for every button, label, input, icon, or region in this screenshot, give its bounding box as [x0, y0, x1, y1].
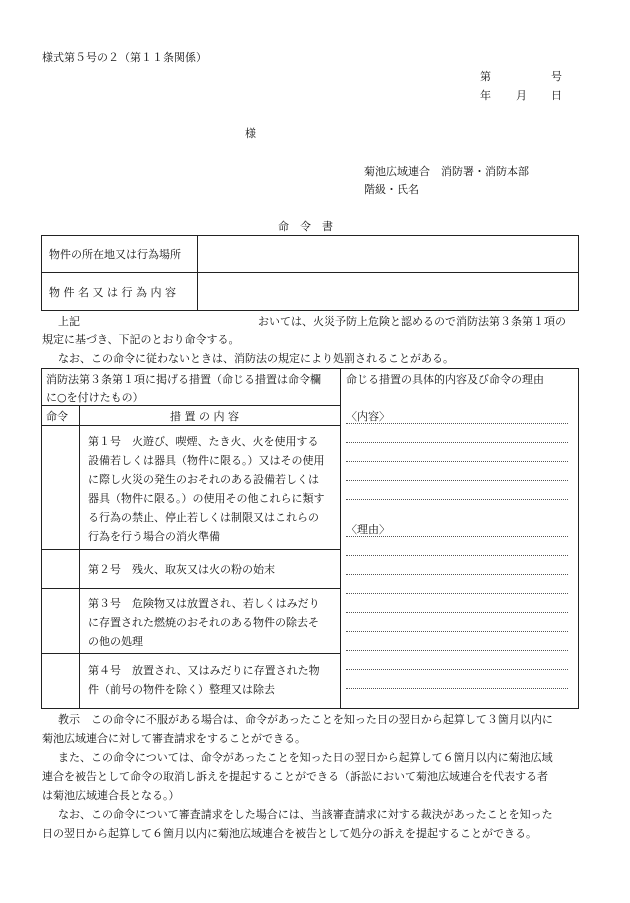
notice-p3-l2: 日の翌日から起算して６箇月以内に菊池広域連合を被告として処分の訴えを提起することができる。 — [42, 827, 537, 840]
header-divider-left — [41, 405, 341, 406]
measure-row-1-line: 設備若しくは器具（物件に限る。）又はその使用 — [88, 454, 325, 467]
dotted-line — [346, 688, 568, 689]
dotted-line — [346, 461, 568, 462]
issuer-rank-name: 階級・氏名 — [364, 183, 419, 196]
date-month: 月 — [516, 89, 527, 102]
dotted-line — [346, 480, 568, 481]
measure-row-1-line: に際し火災の発生のおそれのある設備若しくは — [88, 473, 319, 486]
colhead-divider — [41, 425, 341, 426]
location-label: 物件の所在地又は行為場所 — [49, 248, 181, 261]
dotted-line — [346, 574, 568, 575]
measure-row-4-line: 第４号 放置され、又はみだりに存置された物 — [88, 664, 320, 677]
measure-row-2 — [88, 560, 275, 579]
content-label: 〈内容〉 — [346, 410, 390, 423]
dotted-line — [346, 536, 568, 537]
body-line2: 規定に基づき、下記のとおり命令する。 — [42, 333, 240, 346]
notice-p3-l1: なお、この命令について審査請求をした場合には、当該審査請求に対する裁決があったことを知った — [58, 808, 553, 821]
issuer-org: 菊池広域連合 消防署・消防本部 — [364, 165, 529, 178]
dotted-line — [346, 593, 568, 594]
body-line1-right: おいては、火災予防上危険と認めるので消防法第３条第１項の — [258, 315, 566, 328]
order-col-divider — [79, 405, 80, 708]
measure-row-1-line: 第１号 火遊び、喫煙、たき火、火を使用する — [88, 435, 319, 448]
row3-divider — [41, 653, 341, 654]
measure-row-2-line: 第２号 残火、取灰又は火の粉の始末 — [88, 563, 275, 576]
measures-header-left-2: に○を付けたもの） — [46, 391, 144, 404]
dotted-line — [346, 442, 568, 443]
measure-row-1-line: 行為を行う場合の消火準備 — [88, 530, 220, 543]
measures-header-right: 命じる措置の具体的内容及び命令の理由 — [346, 373, 544, 386]
measure-row-3 — [88, 594, 320, 651]
number-label-go: 号 — [551, 70, 562, 83]
row1-divider — [41, 549, 341, 550]
measure-row-1-line: 器具（物件に限る。）の使用その他これらに類す — [88, 492, 325, 505]
row2-divider — [41, 588, 341, 589]
measure-row-4 — [88, 661, 320, 699]
col-content-header: 措 置 の 内 容 — [170, 410, 239, 423]
info-table-col-divider — [197, 235, 198, 310]
dotted-line — [346, 669, 568, 670]
measure-row-3-line: の他の処理 — [88, 635, 143, 648]
info-table-divider — [41, 272, 578, 273]
document-title: 命 令 書 — [278, 220, 333, 233]
form-number: 様式第５号の２（第１１条関係） — [42, 51, 207, 64]
body-line3: なお、この命令に従わないときは、消防法の規定により処罰されることがある。 — [58, 352, 454, 365]
measure-row-4-line: 件（前号の物件を除く）整理又は除去 — [88, 683, 275, 696]
notice-p1-l2: 菊池広域連合に対して審査請求をすることができる。 — [42, 732, 306, 745]
dotted-line — [346, 650, 568, 651]
measures-header-left-1: 消防法第３条第１項に掲げる措置（命じる措置は命令欄 — [46, 373, 321, 386]
body-line1-left: 上記 — [58, 315, 80, 328]
reason-label: 〈理由〉 — [346, 523, 390, 536]
dotted-line — [346, 423, 568, 424]
measure-row-3-line: に存置された燃焼のおそれのある物件の除去そ — [88, 616, 319, 629]
measure-row-1-line: る行為の禁止、停止若しくは制限又はこれらの — [88, 511, 319, 524]
notice-p2-l1: また、この命令については、命令があったことを知った日の翌日から起算して６箇月以内に菊池広域 — [58, 751, 553, 764]
dotted-line — [346, 499, 568, 500]
notice-p1-l1: 教示 この命令に不服がある場合は、命令があったことを知った日の翌日から起算して３箇月以内に — [58, 713, 553, 726]
addressee-sama: 様 — [245, 127, 256, 140]
notice-p2-l3: は菊池広域連合長となる。） — [42, 789, 180, 802]
measures-col-divider — [340, 368, 341, 708]
col-order-header: 命令 — [46, 410, 68, 423]
measure-row-1 — [88, 432, 325, 546]
name-label: 物 件 名 又 は 行 為 内 容 — [49, 286, 176, 299]
measure-row-3-line: 第３号 危険物又は放置され、若しくはみだり — [88, 597, 320, 610]
dotted-line — [346, 612, 568, 613]
date-year: 年 — [480, 89, 491, 102]
date-day: 日 — [551, 89, 562, 102]
dotted-line — [346, 555, 568, 556]
dotted-line — [346, 631, 568, 632]
notice-p2-l2: 連合を被告として命令の取消し訴えを提起することができる（訴訟において菊池広域連合を代表する者 — [42, 770, 548, 783]
number-label-dai: 第 — [480, 70, 491, 83]
